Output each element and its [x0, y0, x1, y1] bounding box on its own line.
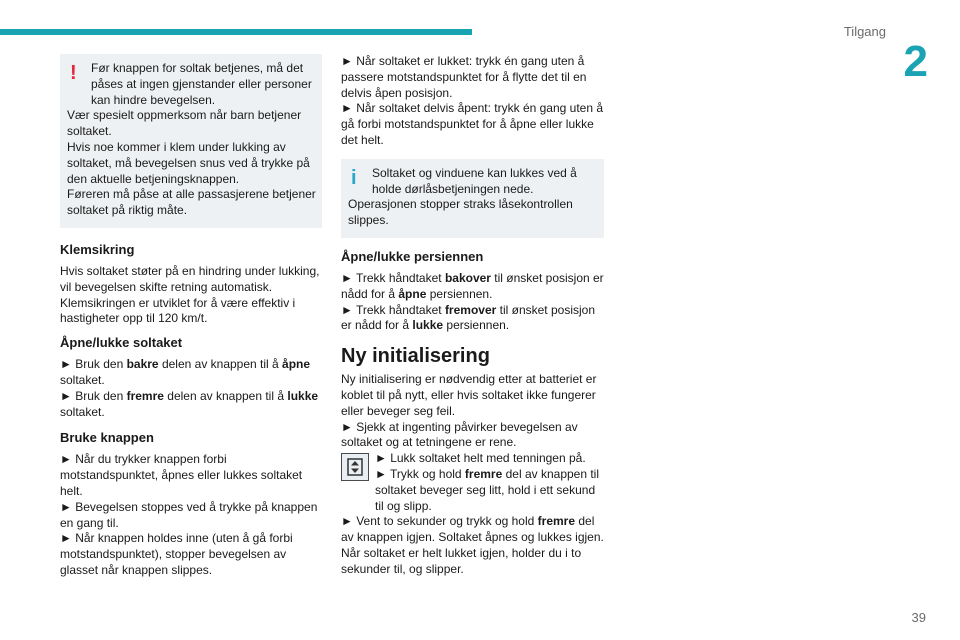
- info-icon: i: [351, 166, 357, 189]
- step: ► Vent to sekunder og trykk og hold fremre del av knappen igjen. Soltaket åpnes og lukkes igjen. Når soltaket er helt lukket igjen, holder du i to sekunder til, og slipper.: [341, 514, 604, 576]
- sunroof-button-icon: [341, 453, 369, 481]
- step: ► Når soltaket er lukket: trykk én gang uten å passere motstandspunktet for å flytte det til en delvis åpen posisjon.: [341, 54, 587, 100]
- chapter-label: Tilgang: [843, 24, 886, 39]
- step: ► Bruk den fremre delen av knappen til å lukke soltaket.: [60, 388, 319, 419]
- step: ► Trekk håndtaket fremover til ønsket posisjon er nådd for å lukke persiennen.: [341, 302, 596, 333]
- step: ► Trekk håndtaket bakover til ønsket posisjon er nådd for å åpne persiennen.: [341, 270, 604, 301]
- warning-exclamation-icon: !: [70, 62, 77, 84]
- step: ► Lukk soltaket helt med tenningen på.: [375, 451, 586, 466]
- info-line: Operasjonen stopper straks låsekontrollen slippes.: [348, 197, 573, 228]
- step: ► Trykk og hold fremre del av knappen til soltaket beveger seg litt, hold i ett sekund til og slipp.: [375, 466, 600, 513]
- section-title-use-button: Bruke knappen: [60, 430, 154, 446]
- section-title-open-close: Åpne/lukke soltaket: [60, 335, 183, 351]
- step: ► Når soltaket delvis åpent: trykk én gang uten å gå forbi motstandspunktet for å åpne eller lukke det helt.: [341, 101, 604, 147]
- paragraph: Klemsikringen er utviklet for å være effektiv i hastigheter opp til 120 km/t.: [60, 295, 296, 326]
- section-title-klemsikring: Klemsikring: [60, 241, 135, 257]
- step: ► Bruk den bakre delen av knappen til å åpne soltaket.: [60, 357, 311, 387]
- info-line: Soltaket og vinduene kan lukkes ved å holde dørlåsbetjeningen nede.: [372, 165, 577, 196]
- warning-box: [60, 54, 322, 228]
- chapter-number: 2: [903, 37, 928, 86]
- warning-line: Føreren må påse at alle passasjerene betjener soltaket på riktig måte.: [67, 187, 316, 218]
- section-title-initialisation: Ny initialisering: [341, 345, 490, 368]
- paragraph: Ny initialisering er nødvendig etter at batteriet er koblet til på nytt, eller hvis soltaket ikke fungerer eller beveger seg feil.: [341, 372, 597, 418]
- chapter-color-bar: [0, 29, 472, 35]
- step: ► Når du trykker knappen forbi motstandspunktet, åpnes eller lukkes soltaket helt.: [60, 452, 303, 498]
- step: ► Sjekk at ingenting påvirker bevegelsen av soltaket og at tetningene er rene.: [341, 419, 578, 450]
- warning-line: Vær spesielt oppmerksom når barn betjener soltaket.: [67, 108, 302, 139]
- info-box: [341, 159, 604, 238]
- warning-line: Før knappen for soltak betjenes, må det påses at ingen gjenstander eller personer kan hindre bevegelsen.: [91, 61, 312, 107]
- step: ► Når knappen holdes inne (uten å gå forbi motstandspunktet), stopper bevegelsen av glasset når knappen slippes.: [60, 531, 293, 577]
- step: ► Bevegelsen stoppes ved å trykke på knappen en gang til.: [60, 499, 318, 530]
- right-column: [341, 54, 604, 578]
- page-number: 39: [911, 610, 926, 625]
- section-title-blind: Åpne/lukke persiennen: [341, 248, 484, 264]
- icon-step-row: [341, 451, 604, 514]
- warning-line: Hvis noe kommer i klem under lukking av soltaket, må bevegelsen snus ved å trykke på den aktuelle betjeningsknappen.: [67, 139, 310, 186]
- paragraph: Hvis soltaket støter på en hindring under lukking, vil bevegelsen skifte retning automatisk.: [60, 263, 320, 294]
- left-column: [60, 54, 322, 579]
